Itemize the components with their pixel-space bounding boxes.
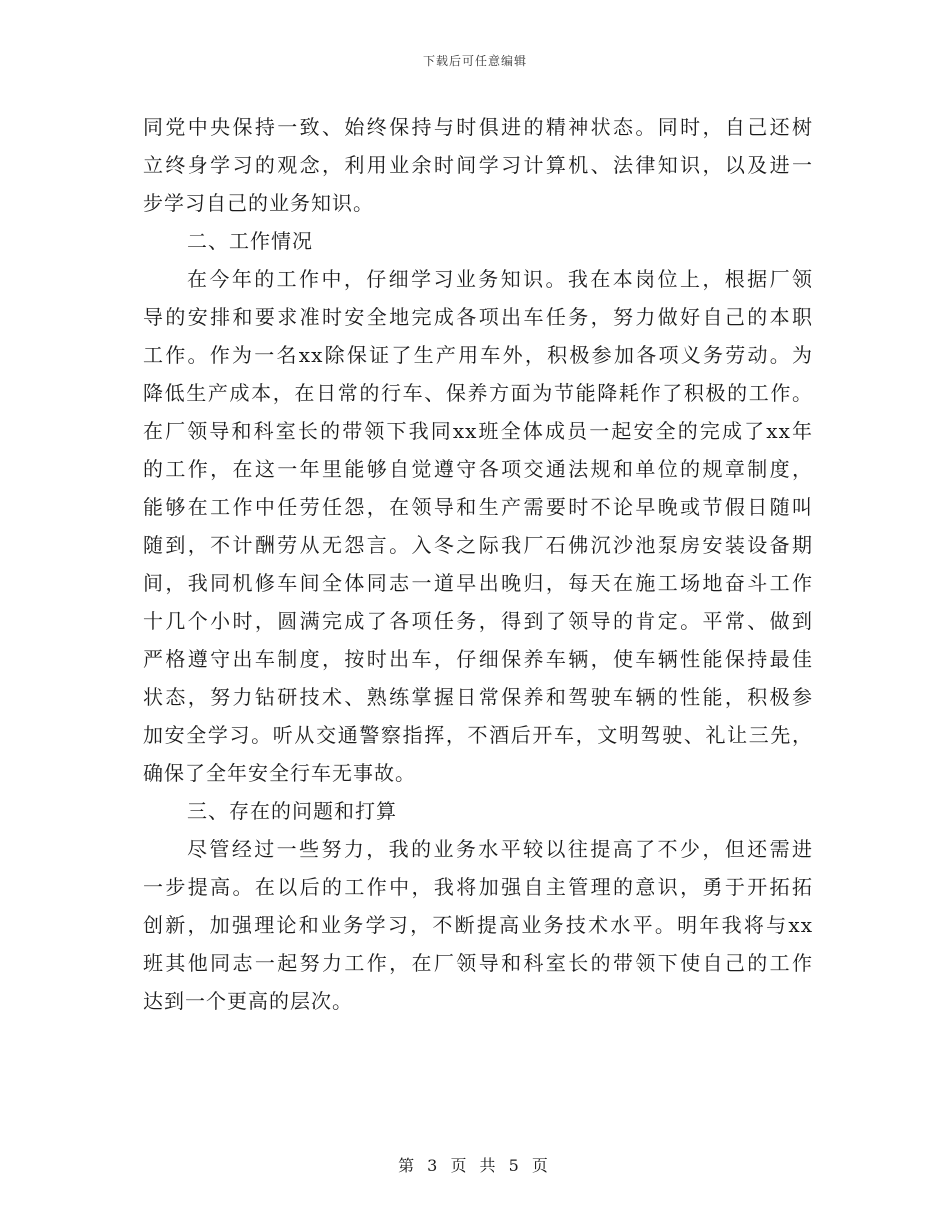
paragraph-line: 能够在工作中任劳任怨，在领导和生产需要时不论早晚或节假日随叫 [143, 495, 813, 519]
paragraph-line: 确保了全年安全行车无事故。 [143, 761, 416, 785]
paragraph-line: 三、存在的问题和打算 [187, 799, 397, 823]
paragraph-line: 在厂领导和科室长的带领下我同xx班全体成员一起安全的完成了xx年 [143, 419, 813, 443]
paragraph-line: 步学习自己的业务知识。 [143, 191, 374, 215]
paragraph-line: 随到，不计酬劳从无怨言。入冬之际我厂石佛沉沙池泵房安装设备期 [143, 533, 813, 557]
paragraph-line: 导的安排和要求准时安全地完成各项出车任务，努力做好自己的本职 [143, 305, 813, 329]
paragraph-line: 达到一个更高的层次。 [143, 989, 353, 1013]
paragraph-line: 尽管经过一些努力，我的业务水平较以往提高了不少，但还需进 [187, 837, 813, 861]
paragraph-line: 十几个小时，圆满完成了各项任务，得到了领导的肯定。平常、做到 [143, 609, 813, 633]
document-body [143, 108, 813, 1020]
page-header: 下载后可任意编辑 [422, 54, 527, 68]
paragraph-line: 间，我同机修车间全体同志一道早出晚归，每天在施工场地奋斗工作 [143, 571, 813, 595]
paragraph-line: 严格遵守出车制度，按时出车，仔细保养车辆，使车辆性能保持最佳 [143, 647, 813, 671]
paragraph-line: 加安全学习。听从交通警察指挥，不酒后开车，文明驾驶、礼让三先， [143, 723, 813, 747]
paragraph-line: 同党中央保持一致、始终保持与时俱进的精神状态。同时，自己还树 [143, 115, 813, 139]
paragraph-line: 的工作，在这一年里能够自觉遵守各项交通法规和单位的规章制度， [143, 457, 813, 481]
page-number-footer: 第 3 页 共 5 页 [398, 1156, 552, 1175]
paragraph-line: 状态，努力钻研技术、熟练掌握日常保养和驾驶车辆的性能，积极参 [143, 685, 813, 709]
paragraph-line: 降低生产成本，在日常的行车、保养方面为节能降耗作了积极的工作。 [143, 381, 813, 405]
paragraph-line: 创新，加强理论和业务学习，不断提高业务技术水平。明年我将与xx [143, 913, 813, 937]
paragraph-line: 二、工作情况 [187, 229, 313, 253]
paragraph-line: 工作。作为一名xx除保证了生产用车外，积极参加各项义务劳动。为 [143, 343, 813, 367]
paragraph-line: 班其他同志一起努力工作，在厂领导和科室长的带领下使自己的工作 [143, 951, 813, 975]
paragraph-line: 一步提高。在以后的工作中，我将加强自主管理的意识，勇于开拓拓 [143, 875, 813, 899]
paragraph-line: 立终身学习的观念，利用业余时间学习计算机、法律知识，以及进一 [143, 153, 813, 177]
paragraph-line: 在今年的工作中，仔细学习业务知识。我在本岗位上，根据厂领 [187, 267, 813, 291]
